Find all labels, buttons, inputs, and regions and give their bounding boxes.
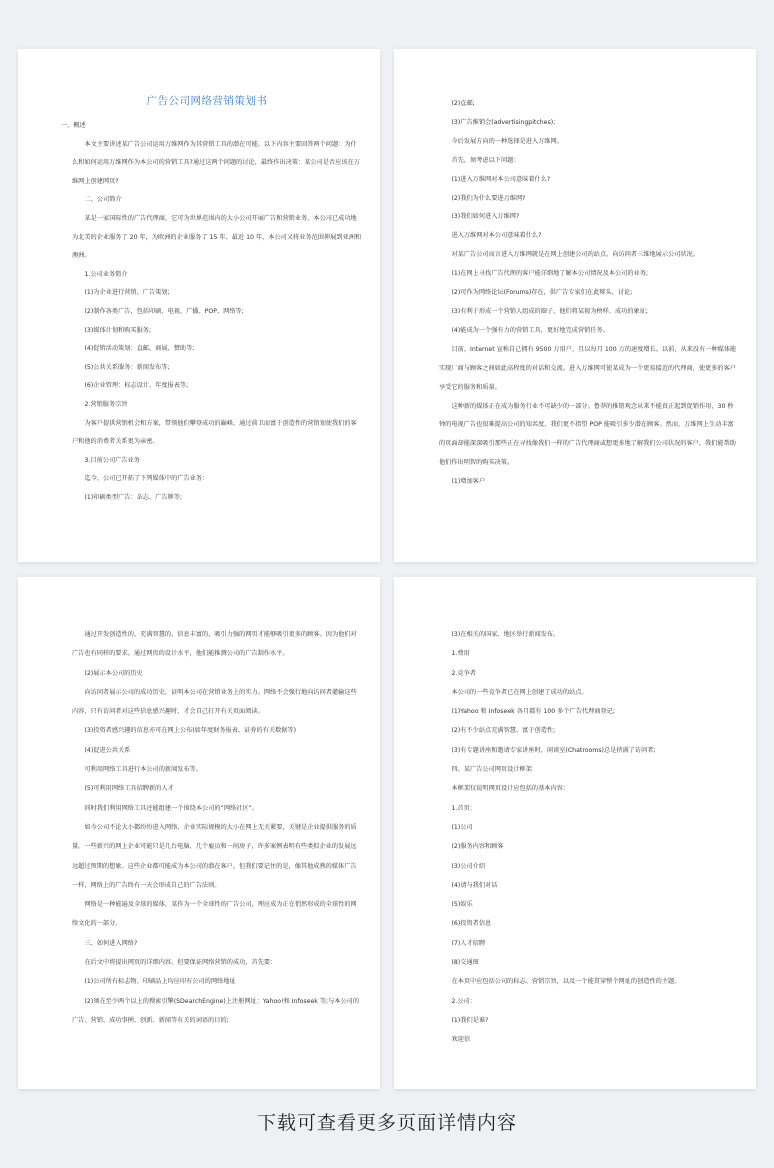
paragraph: 1.公司业务简介: [84, 270, 128, 278]
paragraph: 向访问者展示公司的成功历史，证明本公司在营销业务上的实力。网络不会强行地向访问者灌输这些内容，只有访问者对这些信息感兴趣时，才会自己打开有关页面阅读。: [72, 688, 357, 716]
paragraph: (2)须在至少两个以上的搜索引擎(SDearchEngine)上注册网址：Yahoo!和 Infoseek 等;与本公司的广告、营销、成功事例、创新、新闻等有关的词语的目的;: [72, 997, 360, 1024]
paragraph: (8)交通图: [451, 959, 479, 967]
paragraph: (3)投资者感兴趣的信息亦可在网上公布(如年度财务报表、证券的有关数据等): [84, 727, 297, 735]
paragraph: (4)能成为一个强有力的营销工具，更好地完成营销任务。: [451, 326, 609, 334]
paragraph: 为客户提供营销机会和方案，带领他们攀登成功的巅峰，通过前卫而富于创造性的营销划使我们的客户和他的消费者关系更为亲密。: [72, 419, 357, 446]
paragraph: (2)我们为什么要进万维网?: [451, 194, 526, 202]
paragraph: 2.竞争者: [451, 669, 476, 677]
paragraph: 本框架仅说明网页设计应包括的基本内容：: [451, 785, 570, 793]
paragraph: 这种新的媒体正在成为服务行业不可缺少的一部分。鲁莽的推销观念从来不能真正起到促销作用，30 秒钟的电视广告也很难提高公司的知名度，我们更不指望 POP 能吸引多少潜在顾客。然而，万维网上生动丰富的页面却能深深吸引那些正在寻找像我们一样的广告代理商或想更多地了解我们公司状况的客户，我们能帮助他们作出明智的购买决策。: [439, 402, 736, 467]
paragraph: (3)我们如何进入万维网?: [451, 213, 520, 221]
document-page-4: [394, 577, 756, 1089]
paragraph: (5)娱乐: [451, 901, 473, 909]
paragraph: 四、某广告公司网页设计框架: [451, 766, 532, 774]
paragraph: 3.目前公司广告业务: [84, 456, 140, 464]
paragraph: 本公司的一些竞争者已在网上创建了成功的站点。: [451, 688, 588, 696]
paragraph: 网络是一种能遍及全球的媒体，某作为一个全球性的广告公司，理应成为正在悄然形成的全球性的网络文化的一部分。: [72, 901, 357, 928]
paragraph: (3)有利于形成一个营销人组成的圈子，他们将某视为榜样、成功的象征;: [451, 307, 648, 315]
paragraph: 目前，Internet 宣称自己拥有 9500 万用户，且以每月 100 万的速度增长。以前，从来没有一种媒体能实现厂商与顾客之间如此高程度的对话和交流。进入万维网可使某成为一个更易接近的代理商，使更多的客户享受它的服务和质量。: [439, 345, 737, 391]
paragraph: 某是一家国际性的广告代理商，它可为世界范围内的大小公司开展广告和营销业务。本公司已成功地为北美的企业服务了 20 年，为欧洲的企业服务了 15 年。最近 10 年，本公司又将业务范围伸展到亚洲和澳洲。: [72, 214, 362, 260]
paragraph: 二、公司简介: [84, 196, 122, 204]
paragraph: 2.营销服务宗旨: [84, 400, 128, 408]
paragraph: 首先，须考虑以下问题：: [451, 156, 520, 164]
paragraph: (1)印刷类型广告：杂志、广告牌等;: [84, 493, 182, 501]
paragraph: (4)请与我们对话: [451, 881, 498, 889]
document-title: 广告公司网络营销策划书: [146, 95, 268, 107]
download-more-prompt[interactable]: 下载可查看更多页面详情内容: [256, 1112, 517, 1134]
paragraph: 今后发展方向的一种选择是进入万维网。: [451, 137, 563, 145]
paragraph: 一、概述: [61, 122, 86, 129]
paragraph: (6)企业管理：标志设计、年度报表等;: [84, 382, 189, 390]
paragraph: 同时我们利用网络工具还能组建一个围绕本公司的“网络社区”。: [84, 804, 258, 812]
page-1-body: [61, 117, 362, 507]
paragraph: 在本页中应包括公司的标志、营销宗旨，以及一个能贯穿整个网址的创造性的主题。: [451, 978, 681, 986]
paragraph: (2)制作各类广告，包括印刷、电视、广播、POP、网络等;: [84, 307, 244, 315]
paragraph: (1)为企业进行营销、广告策划;: [84, 289, 170, 297]
paragraph: 2.公司：: [451, 997, 476, 1005]
paragraph: (1)在网上寻找广告代理的客户能详细地了解本公司情况及本公司的业务;: [451, 270, 648, 278]
paragraph: (3)在相关的国家、地区举行新闻发布。: [451, 631, 560, 638]
paragraph: 欢迎信: [451, 1036, 471, 1044]
document-page-1: [18, 49, 380, 562]
paragraph: (3)公司介绍: [451, 862, 486, 870]
document-page-3: [18, 577, 380, 1089]
paragraph: 1.费用: [451, 650, 470, 658]
paragraph: (3)广告推销会(advertisingpitches);: [451, 118, 556, 126]
paragraph: (2)展示本公司的历史: [84, 669, 143, 677]
page-4-body: [439, 625, 738, 1050]
paragraph: 迄今，公司已开拓了下列媒体中的广告业务：: [84, 475, 209, 483]
paragraph: (5)可利用网络工具招聘新的人才: [84, 785, 174, 793]
paragraph: (2)可作为网络论坛(Forums)存在，供广告专家们在此辩头、讨论;: [451, 289, 633, 297]
page-3-body: [72, 625, 362, 1030]
paragraph: (1)进入万维网对本公司意味着什么?: [451, 175, 551, 183]
paragraph: (1)公司: [451, 823, 473, 831]
page-2-body: [439, 95, 738, 492]
paragraph: (4)促进公共关系: [84, 746, 131, 754]
paragraph: 可利用网络工具进行本公司的新闻发布等。: [84, 766, 203, 774]
document-page-2: [394, 49, 756, 562]
paragraph: 对某广告公司而言进入万维网就是在网上创建公司的站点，向访问者三维地展示公司状况。: [451, 251, 699, 259]
paragraph: (1)公司所有标志物、印刷品上均应印有公司的网络地址: [84, 978, 236, 986]
paragraph: (5)公共关系服务：新闻发布等;: [84, 363, 170, 371]
paragraph: (1)Yahoo 和 Infoseek 各月都有 100 多个广告代理商登记;: [451, 708, 615, 716]
paragraph: (6)投资者信息: [451, 920, 492, 928]
paragraph: 进入万维网对本公司意味着什么?: [451, 232, 542, 240]
paragraph: 1.首页：: [451, 804, 476, 812]
paragraph: (7)人才招聘: [451, 939, 486, 947]
paragraph: (1)我们是谁?: [451, 1016, 489, 1024]
paragraph: (1)增加客户: [451, 478, 486, 486]
paragraph: (2)直邮;: [451, 100, 475, 107]
paragraph: 三、如何进入网络?: [84, 939, 138, 947]
paragraph: (2)服务内容和顾客: [451, 843, 504, 851]
paragraph: 本文主要讲述某广告公司运用万维网作为其营销工具的潜在可能。以下内容主要回答两个问题：为什么和如何运用万维网作为本公司的营销工具?通过这两个问题的讨论，最终作出决策：某公司是否应该在万维网上创建网页?: [72, 140, 360, 185]
paragraph: 通过开发创造性的、充满智慧的、信息丰富的、吸引力强的网页才能够吸引更多的顾客。因为他们对广告也有同样的要求。通过网页的设计水平，他们能推测公司的广告制作水平。: [72, 631, 357, 658]
paragraph: 在后文中将提出网页的详细内容。但要保证网络营销的成功，首先要：: [84, 959, 277, 967]
paragraph: (3)有专题讲座和邀请专家讲座时，闲谈室(Chatrooms)总是挤满了访问者;: [451, 746, 656, 754]
paragraph: (4)促销活动策划：直邮、商展、赞助等;: [84, 345, 195, 353]
paragraph: 如今公司不论大小都纷纷进入网络，企业实际规模的大小在网上无关紧要，关键是企业提供服务的质量。一些新兴的网上企业可能只是几台电脑、几个雇员和一间房子，许多案例表明有些类似企业的发展远远超过预期的想象。这些企业都可能成为本公司的潜在客户。但我们要记住的是，像其他成熟的媒体广告一样，网络上的广告终有一天会形成自己的广告法则。: [72, 823, 357, 889]
paragraph: (3)媒体计划和购买服务;: [84, 326, 152, 334]
paragraph: (2)有不少站点充满智慧、富于创造性;: [451, 727, 556, 735]
